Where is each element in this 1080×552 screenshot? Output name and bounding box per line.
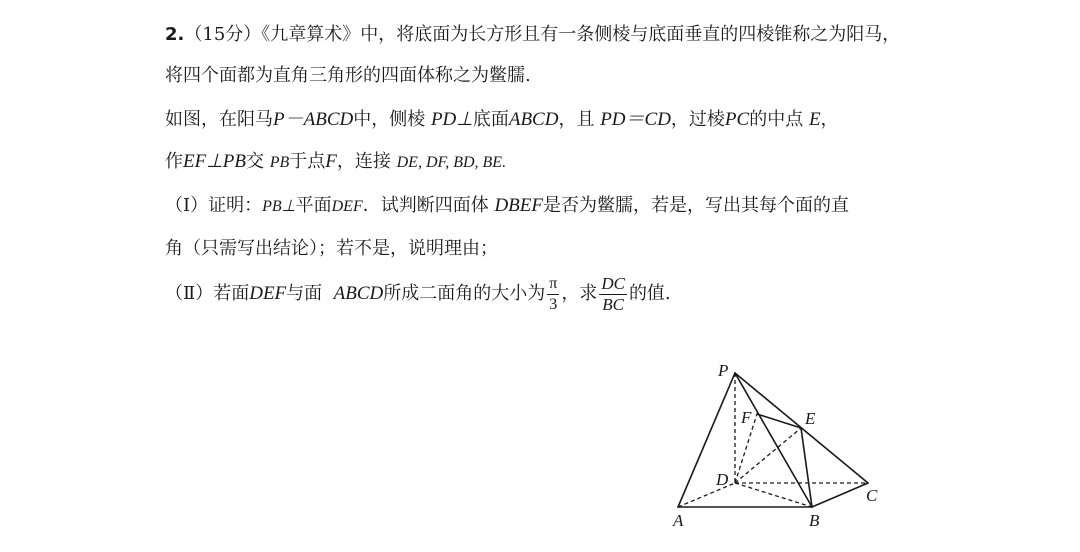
vertex-label-f: F — [741, 408, 752, 427]
fraction-denominator: 3 — [549, 295, 558, 313]
text-segment: 平面 — [295, 195, 332, 216]
math-abcd: ABCD — [508, 109, 559, 130]
math-pd-eq-cd: PD＝CD — [600, 109, 671, 130]
edge-fe — [757, 414, 801, 428]
problem-number: 2. — [165, 24, 185, 45]
math-pd-perp: PD⊥ — [430, 109, 473, 130]
text-segment: （Ⅱ）若面 — [165, 283, 250, 304]
text-segment: 如图，在阳马 — [165, 109, 273, 130]
fraction-numerator: DC — [601, 273, 625, 293]
text-segment: ．试判断四面体 — [362, 195, 495, 216]
fraction-denominator: BC — [602, 294, 624, 314]
edge-pb — [735, 373, 812, 507]
vertex-label-a: A — [673, 511, 684, 530]
edge-eb — [801, 428, 812, 507]
math-connect-list: DE, DF, BD, BE. — [396, 154, 507, 171]
text-segment: 的值. — [628, 283, 671, 304]
text-segment: 作 — [165, 151, 183, 172]
problem-definition-text: 将四个面都为直角三角形的四面体称之为鳖臑. — [165, 65, 531, 86]
vertex-label-e: E — [805, 409, 816, 428]
vertex-label-d: D — [716, 470, 729, 489]
vertex-label-c: C — [866, 486, 878, 505]
text-segment: 中，侧棱 — [353, 109, 431, 130]
math-pyramid: P－ABCD — [273, 109, 354, 130]
math-def: DEF — [249, 283, 287, 304]
vertex-label-b: B — [809, 511, 820, 530]
text-segment: 角（只需写出结论）；若不是，说明理由； — [165, 238, 498, 259]
figure-solid-edges — [678, 373, 868, 507]
math-dbef: DBEF — [494, 195, 543, 216]
text-segment: 底面 — [472, 109, 509, 130]
text-segment: （Ⅰ）证明： — [165, 195, 263, 216]
math-e: E — [808, 109, 821, 130]
text-segment: 是否为鳖臑，若是，写出其每个面的直 — [543, 195, 849, 216]
text-segment: ，求 — [561, 283, 598, 304]
math-abcd: ABCD — [333, 283, 384, 304]
text-segment: ，且 — [558, 109, 601, 130]
text-segment: 与面 — [286, 283, 334, 304]
problem-score: （15分） — [184, 24, 262, 45]
text-segment: 交 — [245, 151, 270, 172]
math-ef-perp-pb: EF⊥PB — [183, 151, 246, 172]
problem-intro-text: 《九章算术》中，将底面为长方形且有一条侧棱与底面垂直的四棱锥称之为阳马， — [261, 24, 901, 45]
math-def: DEF — [331, 198, 363, 215]
math-pb: PB — [269, 154, 290, 171]
text-segment: 所成二面角的大小为 — [383, 283, 546, 304]
edge-de-hidden — [735, 428, 801, 483]
math-pb-perp: PB⊥ — [262, 198, 296, 215]
math-f: F — [325, 151, 337, 172]
edge-bc — [812, 483, 868, 507]
text-segment: ， — [820, 109, 839, 130]
text-segment: 于点 — [289, 151, 326, 172]
vertex-label-p: P — [718, 361, 729, 380]
fraction-numerator: π — [547, 274, 559, 295]
math-pc: PC — [724, 109, 750, 130]
text-segment: ，连接 — [336, 151, 397, 172]
text-segment: 的中点 — [749, 109, 809, 130]
text-segment: ，过棱 — [670, 109, 725, 130]
